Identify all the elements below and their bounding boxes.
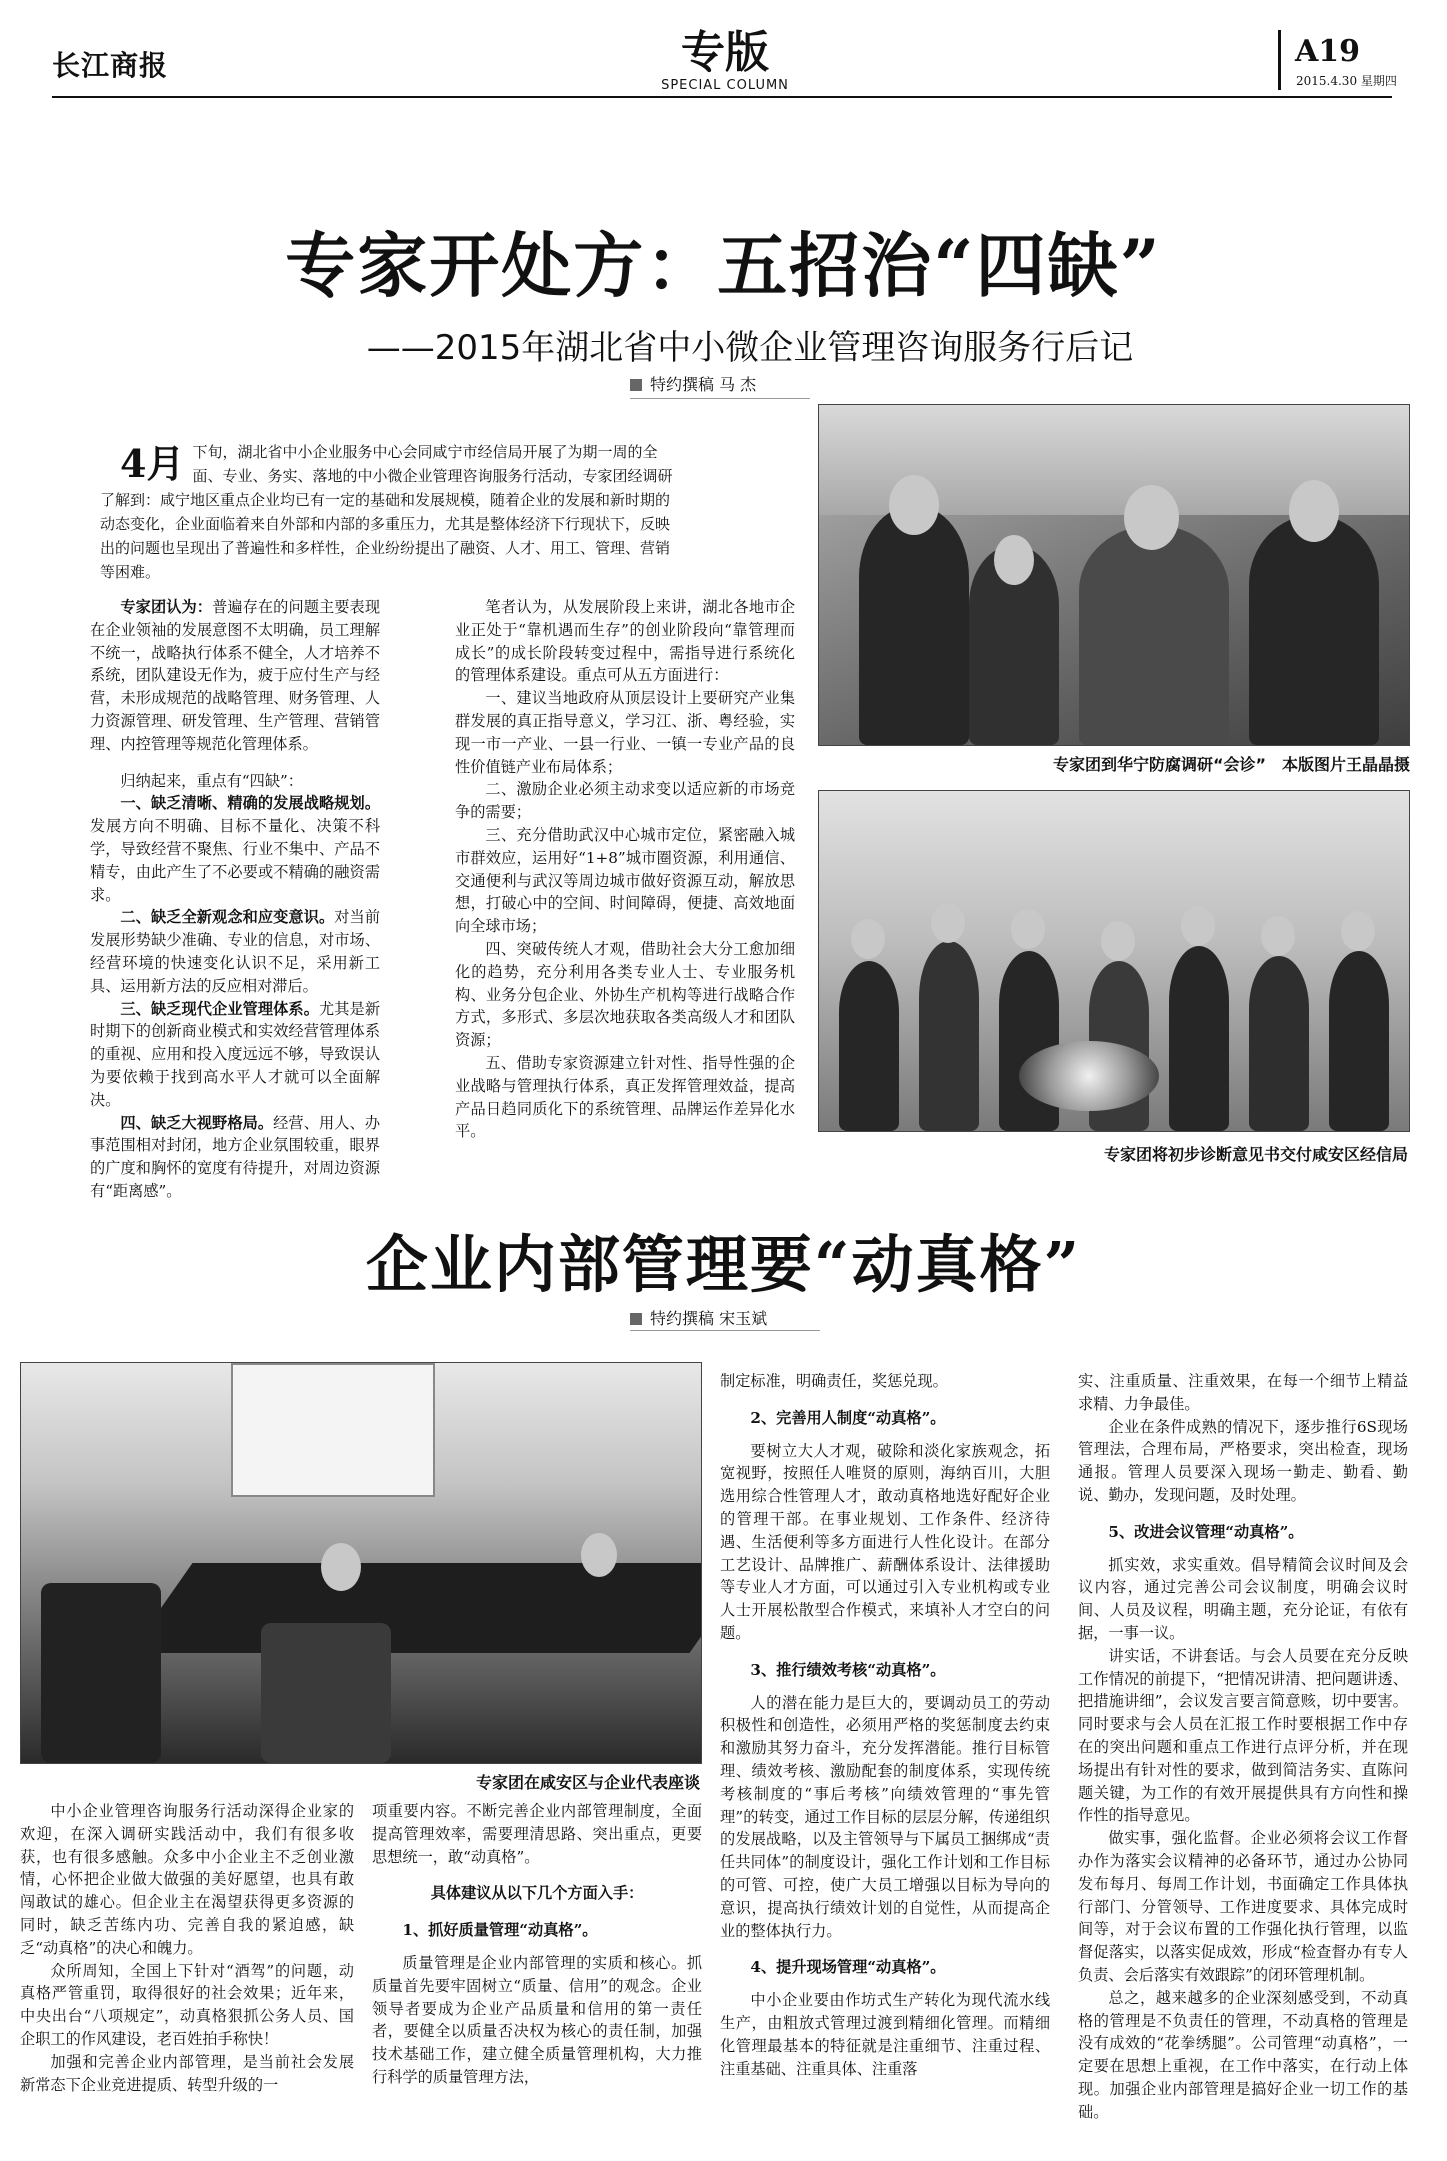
a2c4-top1: 实、注重质量、注重效果，在每一个细节上精益求精、力争最佳。 <box>1078 1372 1408 1413</box>
a2c1-para-0: 中小企业管理咨询服务行活动深得企业家的欢迎，在深入调研实践活动中，我们有很多收获，也有很多感触。众多中小企业主不乏创业激情，心怀把企业做大做强的美好愿望，也具有敢闯敢试的雄心。但企业主在渴望获得更多资源的同时，缺乏苦练内功、完善自我的紧迫感，缺乏“动真格”的决心和魄力。 <box>20 1802 354 1957</box>
photo2-head <box>1101 921 1135 961</box>
section-title-cn: 专版 <box>681 27 769 78</box>
a1c1-para-0: 专家团认为：普遍存在的问题主要表现在企业领袖的发展意图不太明确，员工理解不统一，战略执行体系不健全，人才培养不系统，团队建设无作为，疲于应付生产与经营，未形成规范的战略管理、财务管理、人力资源管理、研发管理、生产管理、营销管理、内控管理等规范化管理体系。 <box>90 598 381 753</box>
a2c1-para-1: 众所周知，全国上下针对“酒驾”的问题，动真格严管重罚，取得很好的社会效果；近年来，中央出台“八项规定”，动真格狠抓公务人员、国企职工的作风建设，老百姓拍手称快！ <box>20 1961 354 2048</box>
article1-lead <box>100 440 680 584</box>
photo1-person <box>1249 515 1379 745</box>
photo-document-handover <box>818 790 1410 1132</box>
article2-headline: 企业内部管理要“动真格” <box>365 1228 1082 1301</box>
article1-subheadline: ——2015年湖北省中小微企业管理咨询服务行后记 <box>366 328 1134 368</box>
article2-column-3 <box>720 1370 1050 2080</box>
lead-drop-cap: 4月 <box>120 441 185 486</box>
photo2-caption: 专家团将初步诊断意见书交付咸安区经信局 <box>1103 1145 1408 1164</box>
photo3-head <box>321 1543 361 1591</box>
photo3-window <box>231 1363 435 1497</box>
photo2-person <box>1329 951 1389 1131</box>
photo3-conference-table <box>129 1563 702 1653</box>
a2-conclusion: 总之，越来越多的企业深刻感受到，不动真格的管理是不负责任的管理，不动真格的管理是没有成效的“花拳绣腿”。公司管理“动真格”，一定要在思想上重视，在工作中落实，在行动上体现。加强企业内部管理是搞好企业一切工作的基础。 <box>1078 1988 1408 2121</box>
masthead-rule <box>52 96 1392 98</box>
photo-factory-visit <box>818 404 1410 746</box>
a2-section-3-title: 3、推行绩效考核“动真格”。 <box>750 1660 946 1679</box>
paper-name: 长江商报 <box>52 49 169 82</box>
a2-section-3-text: 人的潜在能力是巨大的，要调动员工的劳动积极性和创造性，必须用严格的奖惩制度去约束和激励其努力奋斗，充分发挥潜能。推行目标管理、绩效考核、激励配套的制度体系，实现传统考核制度的“事后考核”向绩效管理的“事先管理”的转变，通过工作目标的层层分解，传递组织的发展战略，以及主管领导与下属员工捆绑成“责任共同体”的制度设计，强化工作计划和工作目标的可管、可控，使广大员工增强以目标为导向的意识，提高执行绩效计划的自觉性，从而提高企业的整体执行力。 <box>720 1693 1050 1940</box>
a2-section-5-para-2: 讲实话，不讲套话。与会人员要在充分反映工作情况的前提下，“把情况讲清、把问题讲透、把措施讲细”，会议发言要言简意赅，切中要害。同时要求与会人员在汇报工作时要根据工作中存在的突出问题和重点工作进行点评分析，并在现场提出有针对性的要求，做到简洁务实、直陈问题关键，为工作的有效开展提供具有方向性和操作性的指导意见。 <box>1078 1646 1408 1825</box>
article2-column-2 <box>372 1800 702 2089</box>
a2-section-2-title: 2、完善用人制度“动真格”。 <box>750 1408 946 1427</box>
photo2-person <box>1169 946 1229 1131</box>
a2-section-5-para-1: 抓实效，求实重效。倡导精简会议时间及会议内容，通过完善公司会议制度，明确会议时间、人员及议程，明确主题，充分论证，有依有据，一事一议。 <box>1078 1555 1408 1642</box>
photo2-flower-arrangement <box>1019 1041 1159 1111</box>
a2-section-4-text: 中小企业要由作坊式生产转化为现代流水线生产，由粗放式管理过渡到精细化管理。而精细化管理最基本的特征就是注重细节、注重过程、注重基础、注重具体、注重落 <box>720 1991 1050 2078</box>
issue-date: 2015.4.30 星期四 <box>1296 74 1397 88</box>
article2-column-1 <box>20 1800 354 2096</box>
section-title <box>590 27 860 93</box>
photo1-head <box>1124 485 1179 550</box>
a1c1-para-5: 四、缺乏大视野格局。经营、用人、办事范围相对封闭，地方企业氛围较重，眼界的广度和胸怀的宽度有待提升，对周边资源有“距离感”。 <box>90 1113 381 1200</box>
photo1-caption: 专家团到华宁防腐调研“会诊” 本版图片王晶晶摄 <box>1052 755 1410 774</box>
a2c1-para-2: 加强和完善企业内部管理，是当前社会发展新常态下企业竞进提质、转型升级的一 <box>20 2052 354 2094</box>
article2-byline-text: 特约撰稿 宋玉斌 <box>650 1309 768 1328</box>
photo3-chair <box>261 1623 391 1763</box>
photo2-person <box>919 941 979 1131</box>
a2-section-5-title: 5、改进会议管理“动真格”。 <box>1108 1522 1304 1541</box>
a1c1-para-1: 归纳起来，重点有“四缺”： <box>120 771 303 790</box>
article2-byline <box>630 1306 767 1329</box>
section-title-en: SPECIAL COLUMN <box>661 78 789 93</box>
photo2-head <box>1011 909 1045 949</box>
a1c2-para-2: 二、激励企业必须主动求变以适应新的市场竞争的需要； <box>455 780 795 822</box>
photo2-head <box>851 919 885 959</box>
a1c2-para-4: 四、突破传统人才观，借助社会大分工愈加细化的趋势，充分利用各类专业人士、专业服务机构、业务分包企业、外协生产机构等进行战略合作方式，多形式、多层次地获取各类高级人才和团队资源； <box>455 939 795 1050</box>
photo2-person <box>1249 956 1309 1131</box>
page-number: A19 <box>1295 34 1361 69</box>
photo2-head <box>931 903 965 943</box>
article1-lead-text: 下旬，湖北省中小企业服务中心会同咸宁市经信局开展了为期一周的全面、专业、务实、落地的中小微企业管理咨询服务行活动，专家团经调研了解到：咸宁地区重点企业均已有一定的基础和发展规模，随着企业的发展和新时期的动态变化，企业面临着来自外部和内部的多重压力，尤其是整体经济下行现状下，反映出的问题也呈现出了普遍性和多样性，企业纷纷提出了融资、人才、用工、管理、营销等困难。 <box>100 443 673 581</box>
a2-section-5-para-3: 做实事，强化监督。企业必须将会议工作督办作为落实会议精神的必备环节，通过办公协同发布每月、每周工作计划，书面确定工作具体执行部门、分管领导、工作进度要求、具体完成时间等，对于会议布置的工作强化执行管理，以监督促落实，以落实促成效，形成“检查督办有专人负责、会后落实有效跟踪”的闭环管理机制。 <box>1078 1829 1408 1984</box>
a2-section-1-title: 1、抓好质量管理“动真格”。 <box>402 1921 598 1940</box>
photo1-head <box>994 535 1034 585</box>
article1-column-2 <box>455 596 795 1143</box>
a1c2-para-3: 三、充分借助武汉中心城市定位，紧密融入城市群效应，运用好“1+8”城市圈资源，利用通信、交通便利与武汉等周边城市做好资源互动，解放思想，打破心中的空间、时间障碍，便捷、高效地面向全球市场； <box>455 825 795 936</box>
a1c2-para-0: 笔者认为，从发展阶段上来讲，湖北各地市企业正处于“靠机遇而生存”的创业阶段向“靠管理而成长”的成长阶段转变过程中，需指导进行系统化的管理体系建设。重点可从五方面进行： <box>455 598 795 685</box>
article2-column-4 <box>1078 1370 1408 2124</box>
article1-column-1 <box>90 596 380 1203</box>
byline-square-icon <box>630 1313 642 1325</box>
a2c2-intro: 项重要内容。不断完善企业内部管理制度，全面提高管理效率，需要理清思路、突出重点，更要思想统一，敢“动真格”。 <box>372 1802 702 1866</box>
photo2-head <box>1181 906 1215 946</box>
article1-byline-text: 特约撰稿 马 杰 <box>650 375 757 394</box>
article1-byline <box>630 372 756 395</box>
a1c1-para-4: 三、缺乏现代企业管理体系。尤其是新时期下的创新商业模式和实效经营管理体系的重视、应用和投入度远远不够，导致误认为要依赖于找到高水平人才就可以全面解决。 <box>90 999 381 1109</box>
byline-rule <box>630 1330 820 1331</box>
a2-section-4-title: 4、提升现场管理“动真格”。 <box>750 1958 946 1977</box>
masthead-divider <box>1278 30 1281 90</box>
photo1-head <box>1289 480 1339 542</box>
a2c4-top2: 企业在条件成熟的情况下，逐步推行6S现场管理法，合理布局，严格要求，突出检查，现场通报。管理人员要深入现场一勤走、勤看、勤说、勤办，发现问题，及时处理。 <box>1078 1417 1408 1504</box>
a2-section-2-text: 要树立大人才观，破除和淡化家族观念，拓宽视野，按照任人唯贤的原则，海纳百川，大胆选用综合性管理人才，敢动真格地选好配好企业的管理干部。在事业规划、工作条件、经济待遇、生活便利等多方面进行人性化设计。在部分工艺设计、品牌推广、薪酬体系设计、法律援助等专业人才方面，可以通过引入专业机构或专业人士开展松散型合作模式，来填补人才空白的问题。 <box>720 1441 1050 1642</box>
byline-square-icon <box>630 379 642 391</box>
byline-rule <box>630 398 810 399</box>
a1c1-para-2: 一、缺乏清晰、精确的发展战略规划。发展方向不明确、目标不量化、决策不科学，导致经营不聚焦、行业不集中、产品不精专，由此产生了不必要或不精确的融资需求。 <box>90 794 380 904</box>
photo1-person <box>859 505 969 745</box>
a1c2-para-5: 五、借助专家资源建立针对性、指导性强的企业战略与管理执行体系，真正发挥管理效益，提高产品日趋同质化下的系统管理、品牌运作差异化水平。 <box>455 1053 795 1141</box>
a1c1-para-3: 二、缺乏全新观念和应变意识。对当前发展形势缺少准确、专业的信息，对市场、经营环境的快速变化认识不足，采用新工具、运用新方法的反应相对滞后。 <box>90 908 381 995</box>
photo2-person <box>839 961 899 1131</box>
photo-meeting-room <box>20 1362 702 1764</box>
a2c2-subhead: 具体建议从以下几个方面入手： <box>430 1884 644 1903</box>
a2-section-1-text: 质量管理是企业内部管理的实质和核心。抓质量首先要牢固树立“质量、信用”的观念。企业领导者要成为企业产品质量和信用的第一责任者，要健全以质量否决权为核心的责任制，加强技术基础工作，建立健全质量管理机构，大力推行科学的质量管理方法， <box>372 1953 702 2086</box>
photo3-head <box>581 1533 617 1577</box>
a1c2-para-1: 一、建议当地政府从顶层设计上要研究产业集群发展的真正指导意义，学习江、浙、粤经验，实现一市一产业、一县一行业、一镇一专业产品的良性价值链产业布局体系； <box>455 689 795 776</box>
photo3-chair <box>41 1583 161 1763</box>
photo1-head <box>889 475 939 535</box>
article1-headline: 专家开处方：五招治“四缺” <box>285 224 1162 307</box>
a2c3-top: 制定标准，明确责任，奖惩兑现。 <box>720 1372 948 1390</box>
photo1-person <box>1079 525 1229 745</box>
photo3-caption: 专家团在咸安区与企业代表座谈 <box>475 1773 700 1792</box>
photo2-head <box>1341 911 1375 951</box>
photo2-head <box>1261 916 1295 956</box>
